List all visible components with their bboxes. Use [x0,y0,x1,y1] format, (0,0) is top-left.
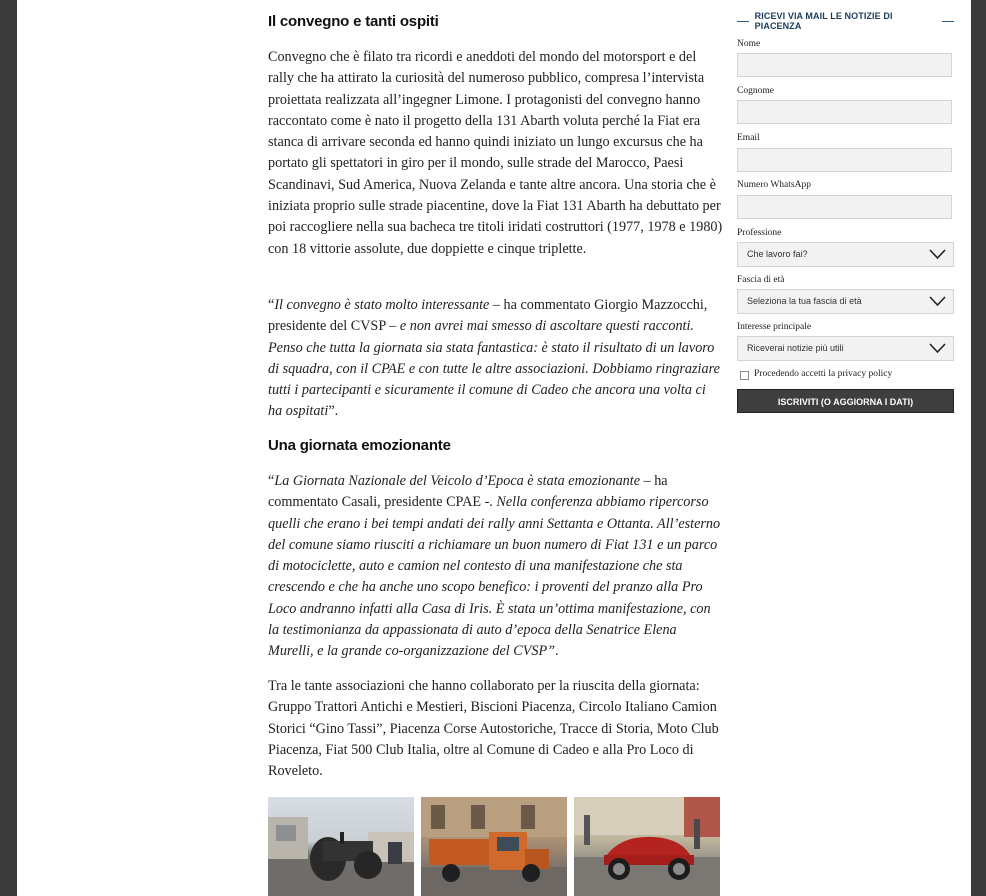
whatsapp-label: Numero WhatsApp [737,180,811,190]
title-dash-left [737,21,749,22]
paragraph: Tra le tante associazioni che hanno collaborato per la riuscita della giornata: Gruppo Trattori Antichi e Mestieri, Biscioni Piacenza, Circolo Italiano Camion Storici “Gino Tassi”, Piacenza Corse Autostoriche, Tracce di Storia, Moto Club Piacenza, Fiat 500 Club Italia, oltre al Comune di Cadeo e alla Pro Loco di Roveleto. [268,678,719,780]
nome-input[interactable] [737,53,952,77]
fascia-selected-value: Seleziona la tua fascia di età [747,296,862,306]
tractor-photo-illustration [268,797,414,896]
fascia-select[interactable] [737,289,954,314]
professione-label: Professione [737,228,782,238]
vintage-car-photo-illustration [574,797,720,896]
privacy-label: Procedendo accetti la privacy policy [754,369,893,379]
gallery-photo-tractor[interactable] [268,797,414,896]
email-input[interactable] [737,148,952,172]
fascia-label: Fascia di età [737,275,785,285]
gallery-photo-truck[interactable] [421,797,567,896]
title-dash-right [942,21,954,22]
quote-paragraph: “Il convegno è stato molto interessante – ha commentato Giorgio Mazzocchi, presidente del CVSP – e non avrei mai smesso di ascoltare questi racconti. Penso che tutta la giornata sia stata fantastica: è stato il risultato di un lavoro di squadra, con il CPAE e con tutte le altre associazioni. Dobbiamo ringraziare tutti i partecipanti e sicuramente il comune di Cadeo che ancora una volta ci ha ospitati”. [268,297,720,420]
photo-gallery [268,797,720,896]
interesse-label: Interesse principale [737,322,812,332]
chevron-down-icon [929,342,946,354]
professione-selected-value: Che lavoro fai? [747,249,808,259]
interesse-select[interactable] [737,336,954,361]
section-heading: Una giornata emozionante [268,437,451,454]
cognome-input[interactable] [737,100,952,124]
chevron-down-icon [929,295,946,307]
cognome-label: Cognome [737,86,774,96]
privacy-checkbox[interactable] [740,371,749,380]
interesse-selected-value: Riceverai notizie più utili [747,343,844,353]
paragraph: Convegno che è filato tra ricordi e aneddoti del mondo del motorsport e del rally che ha attirato la curiosità del numeroso pubblico, compresa l’intervista proiettata realizzata all’ingegner Limone. I protagonisti del convegno hanno raccontato come è nato il progetto della 131 Abarth voluta perché la Fiat era stanca di arrivare seconda ed hanno quindi iniziato un lungo excursus che ha portato gli spettatori in giro per il mondo, sulle strade del Marocco, Paesi Scandinavi, Sud America, Nuova Zelanda e tante altre ancora. Una storia che è iniziata proprio sulle strade piacentine, dove la Fiat 131 Abarth ha debuttato per poi raccogliere nella sua bacheca tre titoli iridati costruttori (1977, 1978 e 1980) con 18 vittorie assolute, due doppiette e cinque triplette. [268,49,723,257]
truck-photo-illustration [421,797,567,896]
section-heading: Il convegno e tanti ospiti [268,13,439,30]
professione-select[interactable] [737,242,954,267]
chevron-down-icon [929,248,946,260]
email-label: Email [737,133,760,143]
whatsapp-input[interactable] [737,195,952,219]
page [17,0,971,896]
subscribe-button[interactable]: ISCRIVITI (O AGGIORNA I DATI) [737,389,954,413]
nome-label: Nome [737,39,761,49]
gallery-photo-vintage-car[interactable] [574,797,720,896]
newsletter-title: RICEVI VIA MAIL LE NOTIZIE DI PIACENZA [737,11,954,31]
quote-paragraph: “La Giornata Nazionale del Veicolo d’Epoca è stata emozionante – ha commentato Casali, presidente CPAE -. Nella conferenza abbiamo ripercorso quelli che erano i bei tempi andati dei rally anni Settanta e Ottanta. All’esterno del comune siamo riusciti a richiamare un buon numero di Fiat 131 e un parco di motociclette, auto e camion nel contesto di una manifestazione che sta crescendo e che ha anche uno scopo benefico: i proventi del pranzo alla Pro Loco andranno infatti alla Casa di Iris. È stata un’ottima manifestazione, con la testimonianza da appassionata di auto d’epoca della Senatrice Elena Murelli, e la grande co-organizzazione del CVSP”. [268,473,721,660]
